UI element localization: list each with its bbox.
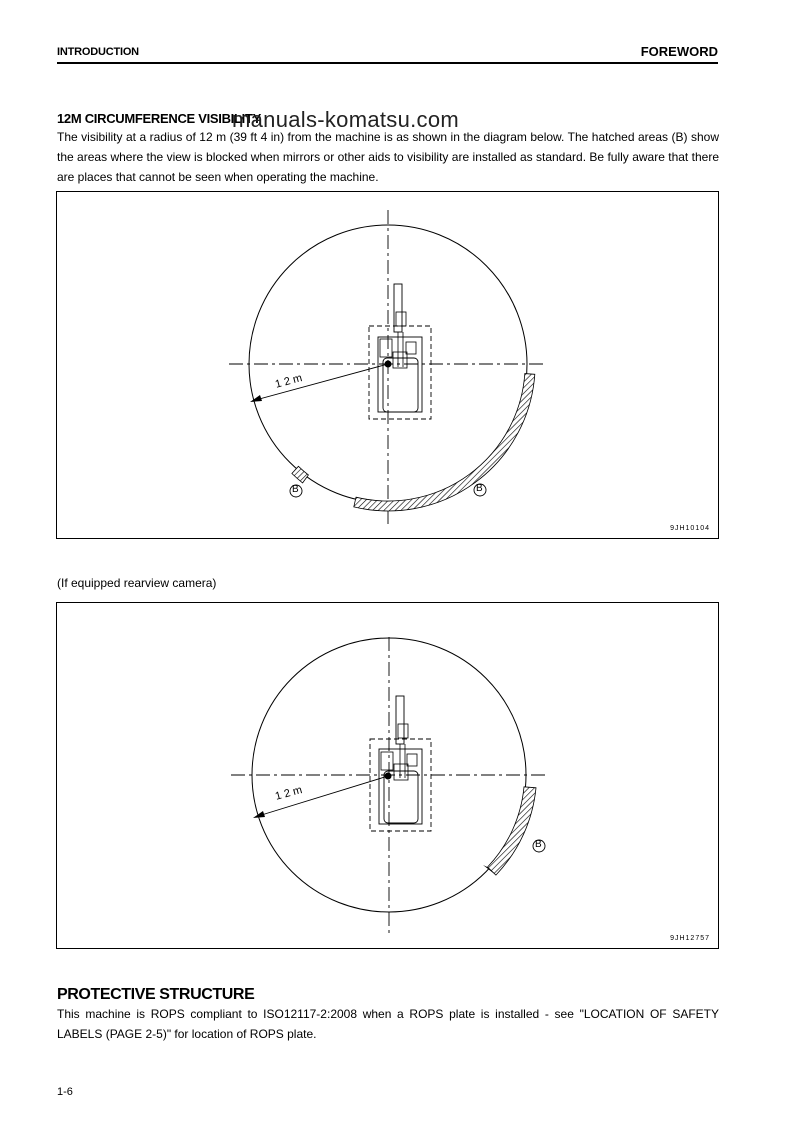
radius-arrowhead <box>250 395 262 402</box>
radius-line <box>252 364 388 401</box>
protective-structure-title: PROTECTIVE STRUCTURE <box>57 986 255 1003</box>
arm <box>396 696 404 744</box>
upper-structure <box>378 337 422 412</box>
cab <box>381 752 393 770</box>
radius-label: 12m <box>273 371 307 391</box>
visibility-diagram-standard <box>56 191 719 539</box>
page-number: 1-6 <box>57 1086 73 1098</box>
visibility-title: 12M CIRCUMFERENCE VISIBILITY <box>57 111 261 126</box>
figure-code: 9JH10104 <box>670 525 710 532</box>
protective-structure-paragraph: This machine is ROPS compliant to ISO12117-2:2008 when a ROPS plate is installed - see "LOCATION OF SAFETY LABELS (PAGE 2-5)" for location of ROPS plate. <box>57 1007 719 1041</box>
visibility-paragraph: The visibility at a radius of 12 m (39 ft 4 in) from the machine is as shown in the diagram below. The hatched areas (B) show the areas where the view is blocked when mirrors or other aids to visibility are installed as standard. Be fully aware that there are places that cannot be seen when operating the machine. <box>57 130 719 184</box>
blocked-area-small <box>292 466 309 483</box>
radius-label: 12m <box>273 783 307 803</box>
zone-b-label: B <box>535 839 542 850</box>
watermark: manuals-komatsu.com <box>232 107 459 132</box>
header-chapter: FOREWORD <box>640 44 718 59</box>
blocked-area <box>488 787 537 875</box>
arm <box>394 284 402 332</box>
radius-arrowhead <box>253 811 265 818</box>
header-section: INTRODUCTION <box>57 46 139 58</box>
figure-code: 9JH12757 <box>670 935 710 942</box>
bucket <box>396 312 406 326</box>
blocked-area-large <box>354 374 535 511</box>
camera-caption: (If equipped rearview camera) <box>57 576 217 590</box>
visibility-diagram-camera <box>56 602 719 949</box>
cab <box>380 339 392 357</box>
upper-structure <box>379 749 422 824</box>
header-rule <box>57 62 718 64</box>
zone-b-label-right: B <box>476 483 483 494</box>
zone-b-label-left: B <box>292 484 299 495</box>
bucket <box>398 724 408 738</box>
